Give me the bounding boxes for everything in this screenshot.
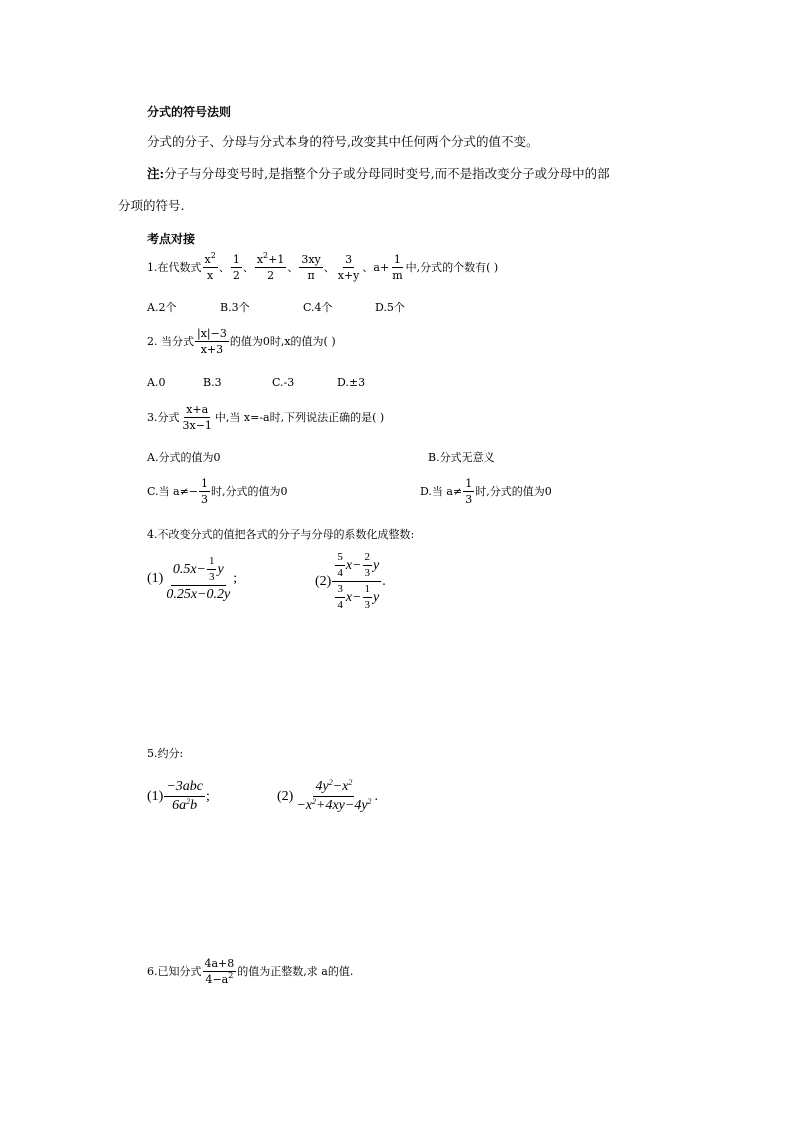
q6-suffix: 的值为正整数,求 a的值.	[237, 965, 354, 978]
q1-fraction-3	[255, 251, 287, 282]
q4-p1-fraction	[164, 556, 232, 602]
q5-p1-den: 6a	[172, 798, 187, 813]
q5-p2-num: 4y	[315, 779, 329, 794]
q3-optd-num: 1	[465, 477, 473, 490]
q3-optd-pre: D.当 a≠	[420, 485, 463, 498]
q4-three: 3	[335, 584, 345, 598]
q4-p2-fraction-1-3	[363, 584, 373, 611]
q1-f5-num: 3	[345, 253, 353, 266]
question-2	[147, 328, 336, 355]
question-5: 5.约分:	[147, 747, 184, 760]
sign-rule-text: 分式的分子、分母与分式本身的符号,改变其中任何两个分式的值不变。	[147, 134, 539, 149]
q2-option-a: A.0	[147, 376, 166, 389]
note-line-1	[147, 168, 610, 181]
q5-p2-sup: 2	[312, 797, 316, 806]
q4-three: 3	[364, 599, 370, 611]
q1-prefix: 1.在代数式	[147, 261, 202, 274]
q3-optd-den: 3	[465, 493, 473, 506]
q5-p2-label: (2)	[277, 788, 294, 804]
q3-suffix: 中,当 x=-a时,下列说法正确的是( )	[214, 411, 385, 424]
q3-optc-den: 3	[201, 493, 209, 506]
q3-optd-post: 时,分式的值为0	[475, 485, 552, 498]
note-text: 分子与分母变号时,是指整个分子或分母同时变号,而不是指改变分子或分母中的部	[164, 166, 610, 181]
q4-three: 3	[208, 571, 215, 583]
q6-num: 4a+8	[204, 957, 235, 970]
q1-term-a: a+	[373, 261, 390, 274]
q5-p2-sup: 2	[348, 778, 353, 787]
q1-f4-num: 3xy	[301, 253, 321, 266]
q1-f1-num: x	[204, 253, 211, 266]
q5-p2-sup: 2	[328, 778, 333, 787]
q4-one: 1	[363, 584, 373, 598]
note-label: 注:	[147, 166, 165, 181]
q5-p2-sup: 2	[367, 797, 372, 806]
q6-den: 4−a	[205, 973, 229, 986]
section-heading-practice: 考点对接	[147, 232, 196, 246]
q2-num: |x|−3	[197, 327, 227, 340]
q1-f2-den: 2	[232, 269, 240, 282]
q1-f3-num-tail: +1	[268, 253, 285, 266]
q1-sep: 、	[362, 261, 374, 274]
q1-fraction-4	[299, 254, 322, 281]
q3-option-d	[420, 478, 552, 505]
q4-five: 5	[335, 552, 345, 566]
q1-f3-num: x	[256, 253, 264, 266]
q3-optc-post: 时,分式的值为0	[211, 485, 288, 498]
q3-fraction	[181, 404, 214, 431]
q5-part-1	[147, 780, 210, 813]
question-3	[147, 404, 384, 431]
q1-sep: 、	[323, 261, 335, 274]
q4-four: 4	[337, 599, 343, 611]
q1-option-d: D.5个	[375, 301, 405, 314]
q4-p2-end: .	[382, 573, 386, 589]
q4-p2-num-x: x−	[345, 557, 362, 573]
q3-option-a: A.分式的值为0	[147, 451, 221, 464]
q1-f3-den: 2	[267, 269, 275, 282]
q4-p1-label: (1)	[147, 571, 164, 586]
question-4: 4.不改变分式的值把各式的分子与分母的系数化成整数:	[147, 528, 415, 541]
q3-optc-fraction	[199, 478, 210, 505]
q3-prefix: 3.分式	[147, 411, 180, 424]
q1-sep: 、	[218, 261, 230, 274]
q3-num: x+a	[186, 403, 209, 416]
q4-four: 4	[337, 567, 343, 579]
q4-p2-den-x: x−	[345, 589, 362, 605]
q2-suffix: 的值为0时,x的值为( )	[229, 335, 336, 348]
q2-option-c: C.-3	[272, 376, 295, 389]
q5-p2-fraction	[294, 780, 373, 813]
q1-option-c: C.4个	[303, 301, 333, 314]
q4-p1-den: 0.25x−0.2y	[166, 587, 231, 602]
q1-f5-den: x+y	[337, 269, 360, 282]
q4-p2-label: (2)	[315, 573, 332, 589]
q1-sep: 、	[287, 261, 299, 274]
q2-option-d: D.±3	[337, 376, 366, 389]
question-1	[147, 251, 499, 282]
q5-p1-label: (1)	[147, 788, 164, 804]
q1-option-a: A.2个	[147, 301, 177, 314]
q5-p2-den: −x	[296, 798, 312, 813]
q4-p2-fraction-5-4	[335, 552, 345, 579]
q1-f6-den: m	[392, 269, 403, 282]
q4-p2-fraction-2-3	[363, 552, 373, 579]
q4-two: 2	[363, 552, 373, 566]
q3-den: 3x−1	[182, 419, 212, 432]
q1-fraction-2	[231, 254, 242, 281]
q6-prefix: 6.已知分式	[147, 965, 202, 978]
q5-p1-num: −3abc	[164, 780, 205, 797]
q3-optd-fraction	[463, 478, 474, 505]
q5-p1-fraction	[164, 780, 205, 813]
q1-f4-den: π	[307, 269, 315, 282]
q5-p1-sup: 2	[186, 797, 191, 806]
q3-option-c	[147, 478, 288, 505]
q4-one: 1	[207, 556, 217, 570]
q1-f1-den: x	[207, 269, 214, 282]
q5-p2-den-mid: +4xy−4y	[316, 798, 368, 813]
q2-prefix: 2. 当分式	[147, 335, 194, 348]
q4-part-1	[147, 556, 237, 602]
q4-p2-num-y: y	[373, 557, 380, 573]
q6-sup: 2	[228, 971, 234, 980]
q1-fraction-6	[390, 254, 404, 281]
q4-p2-den-y: y	[373, 589, 380, 605]
q5-p1-den-b: b	[190, 798, 198, 813]
q5-p1-end: ;	[206, 788, 210, 804]
q5-part-2	[277, 780, 378, 813]
note-line-2: 分项的符号.	[118, 198, 185, 213]
q1-fraction-5	[336, 254, 362, 281]
q5-p2-end: .	[374, 788, 379, 804]
q4-part-2	[315, 552, 386, 611]
q6-fraction	[203, 958, 237, 985]
q1-f3-sup: 2	[263, 251, 269, 260]
q1-f1-sup: 2	[210, 251, 216, 260]
q4-p1-num-y: y	[217, 561, 224, 577]
q1-fraction-1	[203, 251, 218, 282]
q4-p1-inner-fraction	[207, 556, 217, 583]
q1-sep: 、	[242, 261, 254, 274]
q4-p2-fraction-3-4	[335, 584, 345, 611]
q4-p1-num-a: 0.5x−	[172, 561, 206, 577]
q1-suffix: 中,分式的个数有( )	[405, 261, 499, 274]
q4-three: 3	[364, 567, 370, 579]
question-6	[147, 958, 353, 985]
q3-option-b: B.分式无意义	[428, 451, 495, 464]
q1-f2-num: 1	[232, 253, 240, 266]
q4-p2-fraction	[332, 552, 381, 611]
q1-option-b: B.3个	[220, 301, 250, 314]
q2-option-b: B.3	[203, 376, 222, 389]
q2-fraction	[195, 328, 229, 355]
section-heading-sign-rule: 分式的符号法则	[147, 105, 232, 119]
q4-p1-end: ;	[233, 571, 238, 586]
q3-optc-num: 1	[201, 477, 209, 490]
q5-p2-num-mid: −x	[332, 779, 349, 794]
q1-f6-num: 1	[393, 253, 401, 266]
q3-optc-pre: C.当 a≠−	[147, 485, 199, 498]
q2-den: x+3	[200, 343, 224, 356]
